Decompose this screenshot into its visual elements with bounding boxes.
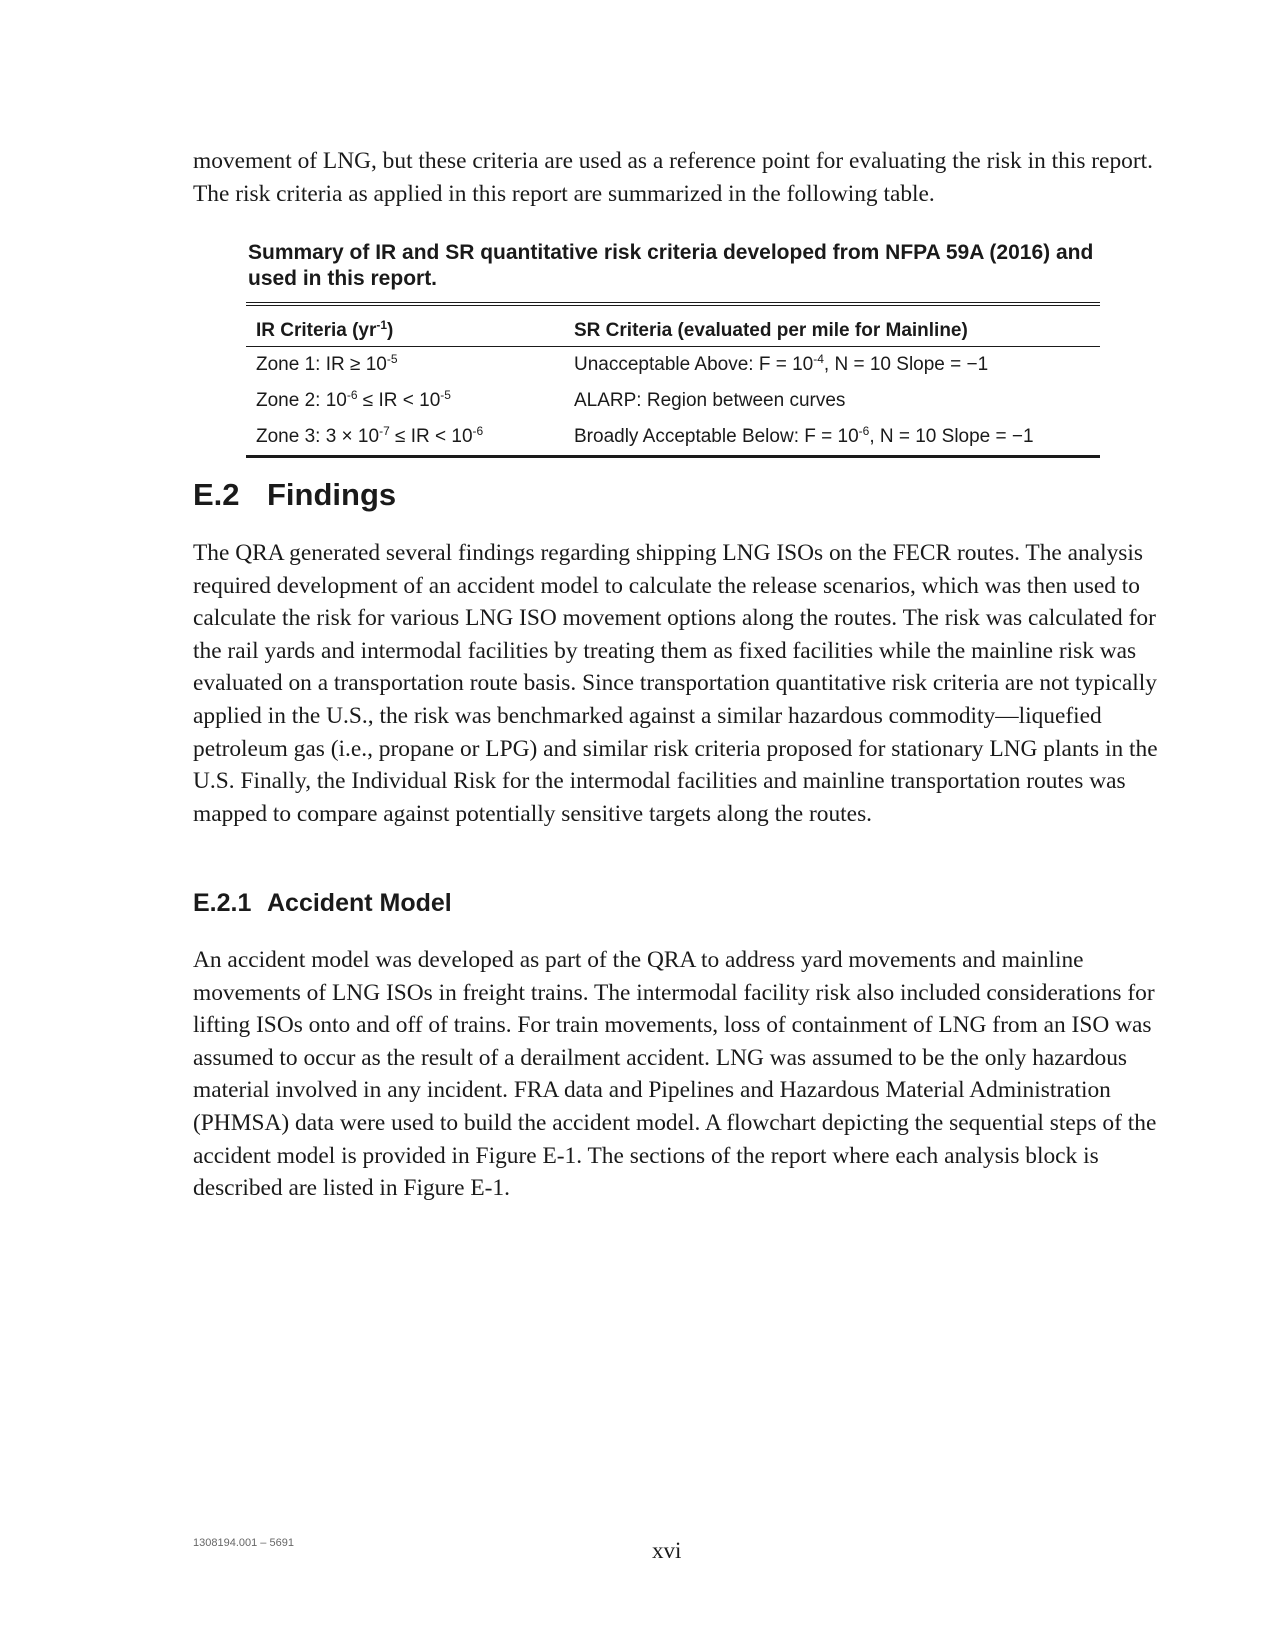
sr-criteria-cell: ALARP: Region between curves <box>574 390 846 411</box>
findings-heading <box>193 477 396 513</box>
section-title: Findings <box>267 477 397 512</box>
page-number: xvi <box>652 1538 682 1563</box>
intro-paragraph: movement of LNG, but these criteria are used as a reference point for evaluating the risk in this report. The risk criteria as applied in this report are summarized in the following table. <box>193 148 1153 207</box>
document-id: 1308194.001 – 5691 <box>193 1537 294 1549</box>
accident-model-heading <box>193 889 452 918</box>
ir-criteria-cell: Zone 1: IR ≥ $10^{-5}$ <box>256 352 398 375</box>
table-header-row <box>246 304 1100 347</box>
ir-criteria-cell: Zone 2: $10^{-6}$ ≤ IR < $10^{-5}$ <box>256 388 451 411</box>
section-title: Accident Model <box>267 889 452 917</box>
findings-paragraph: The QRA generated several findings regarding shipping LNG ISOs on the FECR routes. The analysis required development of an accident model to calculate the release scenarios, which was then used to calculate the risk for various LNG ISO movement options along the routes. The risk was calculated for the rail yards and intermodal facilities by treating them as fixed facilities while the mainline risk was evaluated on a transportation route basis. Since transportation quantitative risk criteria are not typically applied in the U.S., the risk was benchmarked against a similar hazardous commodity—liquefied petroleum gas (i.e., propane or LPG) and similar risk criteria proposed for stationary LNG plants in the U.S. Finally, the Individual Risk for the intermodal facilities and mainline transportation routes was mapped to compare against potentially sensitive targets along the routes. <box>193 540 1158 827</box>
risk-criteria-table <box>246 302 1100 458</box>
table-caption: Summary of IR and SR quantitative risk criteria developed from NFPA 59A (2016) and used in this report. <box>248 241 1094 290</box>
table-row <box>246 419 1100 457</box>
table-row <box>246 383 1100 419</box>
table-row <box>246 347 1100 384</box>
sr-criteria-cell: Unacceptable Above: $F = 10^{-4}$, N = 10 Slope = −1 <box>574 352 989 375</box>
section-number: E.2 <box>193 477 240 512</box>
accident-model-paragraph: An accident model was developed as part of the QRA to address yard movements and mainline movements of LNG ISOs in freight trains. The intermodal facility risk also included considerations for lifting ISOs onto and off of trains. For train movements, loss of containment of LNG from an ISO was assumed to occur as the result of a derailment accident. LNG was assumed to be the only hazardous material involved in any incident. FRA data and Pipelines and Hazardous Material Administration (PHMSA) data were used to build the accident model. A flowchart depicting the sequential steps of the accident model is provided in Figure E-1. The sections of the report where each analysis block is described are listed in Figure E-1. <box>193 947 1157 1202</box>
sr-criteria-header: SR Criteria (evaluated per mile for Mainline) <box>564 304 1100 347</box>
ir-criteria-header: IR Criteria $(yr^{-1})$ <box>246 304 564 347</box>
ir-criteria-cell: Zone 3: $3 \times 10^{-7}$ ≤ IR < $10^{-6}$ <box>256 424 484 447</box>
sr-criteria-cell: Broadly Acceptable Below: $F = 10^{-6}$, N = 10 Slope = −1 <box>574 424 1034 447</box>
section-number: E.2.1 <box>193 889 252 917</box>
